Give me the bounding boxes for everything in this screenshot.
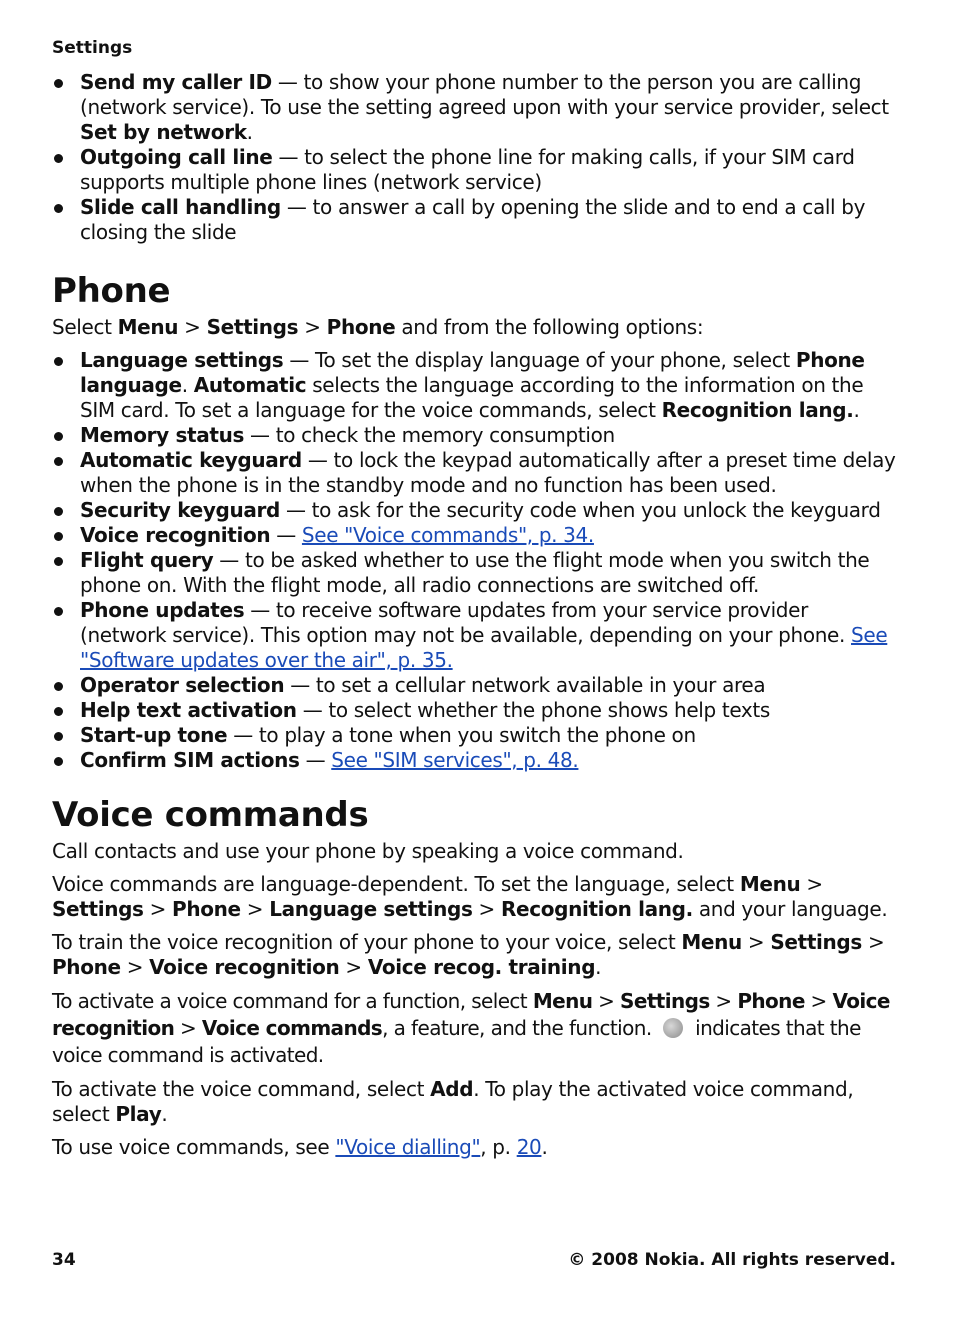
voice-paragraph-6: To use voice commands, see "Voice dialling", p. 20.: [52, 1135, 548, 1159]
option-label: Voice recognition: [80, 523, 271, 547]
section-heading-phone: Phone: [52, 271, 171, 311]
option-label: Confirm SIM actions: [80, 748, 300, 772]
link-software-updates[interactable]: See "Software updates over the air", p. 35.: [80, 623, 888, 672]
option-label: Security keyguard: [80, 498, 280, 522]
link-voice-commands[interactable]: See "Voice commands", p. 34.: [301, 523, 594, 547]
top-option-list: [52, 70, 896, 245]
option-label: Slide call handling: [80, 195, 281, 219]
list-item: Help text activation — to select whether the phone shows help texts: [52, 698, 896, 723]
list-item: Automatic keyguard — to lock the keypad automatically after a preset time delay when the phone is in the standby mode and no function has been used.: [52, 448, 896, 498]
option-label: Memory status: [80, 423, 245, 447]
running-head: Settings: [52, 38, 133, 58]
list-item: Confirm SIM actions — See "SIM services", p. 48.: [52, 748, 896, 773]
list-item: Flight query — to be asked whether to use the flight mode when you switch the phone on. With the flight mode, all radio connections are switched off.: [52, 548, 896, 598]
list-item: Operator selection — to set a cellular network available in your area: [52, 673, 896, 698]
voice-paragraph-2: Voice commands are language-dependent. To set the language, select Menu > Settings > Phone > Language settings > Recognition lang. and your language.: [52, 872, 888, 921]
phone-intro: Select Menu > Settings > Phone and from the following options:: [52, 315, 704, 339]
list-item: Voice recognition — See "Voice commands", p. 34.: [52, 523, 896, 548]
link-voice-dialling[interactable]: "Voice dialling": [335, 1135, 481, 1159]
document-page: [52, 38, 896, 1160]
page-number: 34: [52, 1250, 76, 1270]
option-label: Language settings: [80, 348, 284, 372]
voice-paragraph-4: To activate a voice command for a function, select Menu > Settings > Phone > Voice recognition > Voice commands, a feature, and the function. indicates that the voice command is activated.: [52, 989, 890, 1067]
phone-option-list: [52, 348, 896, 773]
list-item: Send my caller ID — to show your phone number to the person you are calling (network service). To use the setting agreed upon with your service provider, select Set by network.: [52, 70, 896, 145]
option-label: Phone updates: [80, 598, 245, 622]
option-label: Outgoing call line: [80, 145, 273, 169]
option-label: Start-up tone: [80, 723, 228, 747]
list-item: Slide call handling — to answer a call by opening the slide and to end a call by closing the slide: [52, 195, 896, 245]
list-item: Start-up tone — to play a tone when you switch the phone on: [52, 723, 896, 748]
link-sim-services[interactable]: See "SIM services", p. 48.: [331, 748, 579, 772]
copyright-notice: © 2008 Nokia. All rights reserved.: [568, 1250, 896, 1270]
option-label: Send my caller ID: [80, 70, 272, 94]
voice-paragraph-3: To train the voice recognition of your phone to your voice, select Menu > Settings > Phone > Voice recognition > Voice recog. training.: [52, 930, 885, 979]
option-label: Operator selection: [80, 673, 285, 697]
voice-command-active-icon: [663, 1018, 683, 1038]
list-item: Memory status — to check the memory consumption: [52, 423, 896, 448]
list-item: Security keyguard — to ask for the security code when you unlock the keyguard: [52, 498, 896, 523]
voice-paragraph-1: Call contacts and use your phone by speaking a voice command.: [52, 839, 684, 863]
option-label: Help text activation: [80, 698, 297, 722]
link-page-20[interactable]: 20: [516, 1135, 542, 1159]
voice-paragraph-5: To activate the voice command, select Add. To play the activated voice command, select Play.: [52, 1077, 854, 1126]
option-label: Automatic keyguard: [80, 448, 302, 472]
list-item: Outgoing call line — to select the phone line for making calls, if your SIM card supports multiple phone lines (network service): [52, 145, 896, 195]
section-heading-voice-commands: Voice commands: [52, 795, 369, 835]
list-item: Language settings — To set the display language of your phone, select Phone language. Automatic selects the language according to the information on the SIM card. To set a language for the voice commands, select Recognition lang..: [52, 348, 896, 423]
list-item: Phone updates — to receive software updates from your service provider (network service). This option may not be available, depending on your phone. See "Software updates over the air", p. 35.: [52, 598, 896, 673]
option-label: Flight query: [80, 548, 214, 572]
